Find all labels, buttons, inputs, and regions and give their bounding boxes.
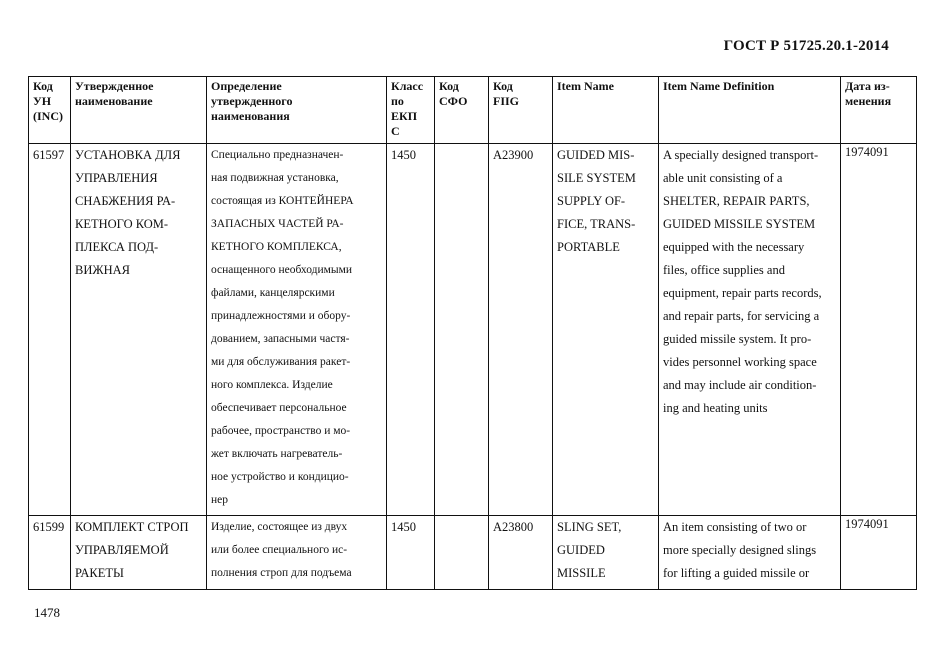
cell-line: или более специального ис- <box>211 544 348 556</box>
cell-line: and repair parts, for servicing a <box>663 309 820 323</box>
cell-line: (INC) <box>33 109 63 123</box>
cell-line: SHELTER, REPAIR PARTS, <box>663 194 810 208</box>
cell-class: 1450 <box>387 144 435 516</box>
cell-class: 1450 <box>387 516 435 590</box>
cell-line: Дата из- <box>845 79 890 93</box>
col-header-name-ru <box>71 77 207 144</box>
cell-line: able unit consisting of a <box>663 171 783 185</box>
cell-inc: 61597 <box>29 144 71 516</box>
cell-line: Код <box>493 79 513 93</box>
cell-inc: 61599 <box>29 516 71 590</box>
cell-line: FICE, TRANS- <box>557 217 636 231</box>
cell-sfo <box>435 516 489 590</box>
cell-line: Утвержденное <box>75 79 154 93</box>
cell-change-date: 1974091 <box>841 144 917 516</box>
cell-line: and may include air condition- <box>663 378 817 392</box>
cell-name-ru <box>71 516 207 590</box>
cell-line: ное устройство и кондицио- <box>211 471 349 483</box>
cell-line: нер <box>211 494 229 506</box>
cell-line: GUIDED <box>557 543 605 557</box>
table-header-row <box>29 77 917 144</box>
cell-line: equipped with the necessary <box>663 240 805 254</box>
cell-line: файлами, канцелярскими <box>211 287 335 299</box>
cell-line: утвержденного <box>211 94 293 108</box>
cell-line: SILE SYSTEM <box>557 171 636 185</box>
col-header-change-date <box>841 77 917 144</box>
cell-fiig: A23900 <box>489 144 553 516</box>
cell-line: принадлежностями и обору- <box>211 310 351 322</box>
cell-line: дованием, запасными частя- <box>211 333 350 345</box>
cell-line: оснащенного необходимыми <box>211 264 353 276</box>
cell-line: ЕКП <box>391 109 418 123</box>
cell-line: УПРАВЛЕНИЯ <box>75 171 158 185</box>
cell-item-definition <box>659 144 841 516</box>
col-header-class <box>387 77 435 144</box>
cell-line: equipment, repair parts records, <box>663 286 822 300</box>
col-header-sfo <box>435 77 489 144</box>
col-header-definition-ru <box>207 77 387 144</box>
cell-line: наименование <box>75 94 153 108</box>
cell-line: УПРАВЛЯЕМОЙ <box>75 543 169 557</box>
cell-line: ВИЖНАЯ <box>75 263 130 277</box>
cell-line: Определение <box>211 79 282 93</box>
cell-definition-ru <box>207 516 387 590</box>
cell-line: Специально предназначен- <box>211 149 344 161</box>
cell-line: наименования <box>211 109 290 123</box>
cell-line: УСТАНОВКА ДЛЯ <box>75 148 181 162</box>
cell-line: состоящая из КОНТЕЙНЕРА <box>211 195 354 207</box>
cell-line: guided missile system. It pro- <box>663 332 812 346</box>
cell-line: КЕТНОГО КОМПЛЕКСА, <box>211 241 342 253</box>
cell-line: С <box>391 124 400 138</box>
cell-line: more specially designed slings <box>663 543 817 557</box>
cell-line: ЗАПАСНЫХ ЧАСТЕЙ РА- <box>211 218 344 230</box>
cell-line: MISSILE <box>557 566 606 580</box>
cell-line: PORTABLE <box>557 240 620 254</box>
col-header-item-definition <box>659 77 841 144</box>
cell-line: рабочее, пространство и мо- <box>211 425 351 437</box>
col-header-inc <box>29 77 71 144</box>
catalog-table <box>28 76 917 590</box>
cell-line: An item consisting of two or <box>663 520 807 534</box>
cell-line: жет включать нагреватель- <box>211 448 343 460</box>
cell-line: FIIG <box>493 94 520 108</box>
cell-line: по <box>391 94 404 108</box>
cell-line: полнения строп для подъема <box>211 567 352 579</box>
cell-line: Item Name <box>557 79 614 93</box>
cell-line: files, office supplies and <box>663 263 785 277</box>
cell-line: ПЛЕКСА ПОД- <box>75 240 159 254</box>
col-header-fiig <box>489 77 553 144</box>
cell-sfo <box>435 144 489 516</box>
cell-fiig: A23800 <box>489 516 553 590</box>
col-header-item-name <box>553 77 659 144</box>
page-number: 1478 <box>34 605 60 620</box>
cell-line: обеспечивает персональное <box>211 402 347 414</box>
cell-item-definition <box>659 516 841 590</box>
cell-item-name <box>553 144 659 516</box>
cell-line: УН <box>33 94 52 108</box>
cell-line: SUPPLY OF- <box>557 194 626 208</box>
table-row <box>29 144 917 516</box>
cell-line: РАКЕТЫ <box>75 566 124 580</box>
cell-line: for lifting a guided missile or <box>663 566 810 580</box>
cell-definition-ru <box>207 144 387 516</box>
cell-line: ного комплекса. Изделие <box>211 379 333 391</box>
cell-line: Изделие, состоящее из двух <box>211 521 348 533</box>
cell-line: Код <box>33 79 53 93</box>
cell-line: GUIDED MIS- <box>557 148 635 162</box>
cell-line: ми для обслуживания ракет- <box>211 356 351 368</box>
cell-change-date: 1974091 <box>841 516 917 590</box>
cell-line: Код <box>439 79 459 93</box>
cell-line: Item Name Definition <box>663 79 775 93</box>
cell-item-name <box>553 516 659 590</box>
cell-line: ная подвижная установка, <box>211 172 339 184</box>
cell-line: СФО <box>439 94 468 108</box>
cell-line: СНАБЖЕНИЯ РА- <box>75 194 176 208</box>
cell-line: GUIDED MISSILE SYSTEM <box>663 217 816 231</box>
cell-line: SLING SET, <box>557 520 622 534</box>
cell-line: ing and heating units <box>663 401 768 415</box>
table-row <box>29 516 917 590</box>
cell-name-ru <box>71 144 207 516</box>
document-code: ГОСТ Р 51725.20.1-2014 <box>723 38 889 54</box>
cell-line: КОМПЛЕКТ СТРОП <box>75 520 189 534</box>
cell-line: Класс <box>391 79 424 93</box>
cell-line: vides personnel working space <box>663 355 817 369</box>
cell-line: КЕТНОГО КОМ- <box>75 217 169 231</box>
cell-line: менения <box>845 94 892 108</box>
cell-line: A specially designed transport- <box>663 148 819 162</box>
